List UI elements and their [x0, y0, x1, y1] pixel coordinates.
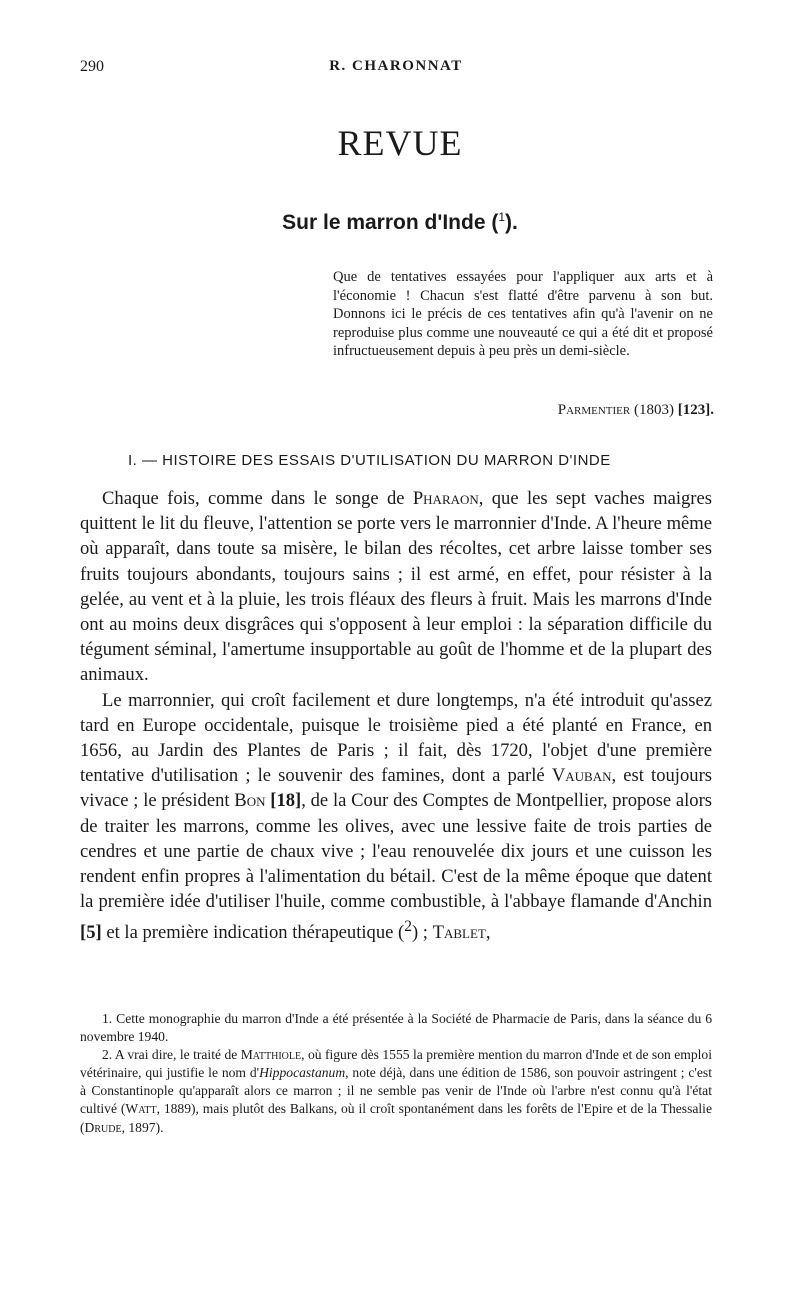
epigraph-reference: [123]. — [677, 402, 714, 418]
footnote-text-run: , 1897). — [121, 1119, 164, 1135]
body-text — [80, 486, 712, 946]
person-name: Vauban — [551, 765, 612, 787]
body-paragraph-1 — [80, 486, 712, 688]
citation-ref: [5] — [80, 922, 102, 944]
body-text-run: , que les sept vaches maigres quittent le lit du fleuve, l'attention se porte vers le marronnier d'Inde. A l'heure même où apparaît, dans toute sa misère, le bilan des récoltes, cet arbre laisse tomber ses fruits toujours abondants, toujours sains ; il est armé, en effet, pour résister à la gelée, au vent et à la pluie, les trois fléaux des fleurs à fruit. Mais les marrons d'Inde ont au moins deux disgrâces qui s'opposent à leur emploi : la séparation difficile du tégument séminal, l'amertume insupportable au goût de l'homme et de la plupart des animaux. — [80, 488, 712, 686]
person-name: Drude — [84, 1119, 122, 1135]
footnotes — [80, 1010, 712, 1137]
article-title: REVUE — [337, 123, 463, 163]
page-number: 290 — [80, 58, 104, 75]
footnote-text-run: 2. A vrai dire, le traité de — [102, 1047, 241, 1063]
epigraph-author: Parmentier — [557, 402, 631, 418]
person-name: Pharaon — [412, 488, 479, 509]
footnote-2 — [80, 1046, 712, 1136]
footnote-ref-1: 1 — [498, 210, 506, 224]
epigraph-quote: Que de tentatives essayées pour l'appliquer aux arts et à l'économie ! Chacun s'est flatté d'être parvenu à son but. Donnons ici le précis de ces tentatives afin qu'à l'avenir on ne reproduise plus comme une nouveauté ce qui a été dit et proposé infructueusement depuis à peu près un demi-siècle. — [333, 269, 713, 360]
running-head-author: R. CHARONNAT — [329, 58, 463, 74]
footnote-text-run: , note déjà, dans une édition de 1586, son pouvoir astringent ; c'est à Constantinople qu'apparaît alors ce marron ; il ne semble pas venir de l'Inde où l'arbre n'est connu qu'à l'état cultivé ( — [80, 1065, 712, 1117]
footnote-ref-2: 2 — [404, 918, 412, 936]
body-text-run: et la première indication thérapeutique ( — [101, 922, 405, 944]
body-text-run: , — [485, 922, 491, 944]
body-paragraph-2 — [80, 688, 712, 946]
epigraph-year: (1803) — [634, 402, 674, 418]
person-name: Bon — [234, 790, 266, 812]
footnote-text-run: , 1889), mais plutôt des Balkans, où il croît spontanément dans les forêts de l'Epire et de la Thessalie ( — [80, 1101, 712, 1135]
person-name: Tablet — [432, 922, 486, 944]
latin-name: Hippocastanum — [259, 1065, 346, 1081]
person-name: Watt — [125, 1101, 157, 1117]
body-text-run: Chaque fois, comme dans le songe de — [102, 488, 413, 509]
article-subtitle — [0, 210, 800, 235]
subtitle-close: ). — [505, 211, 518, 234]
body-text-run: , est toujours vivace ; le président — [80, 765, 712, 812]
citation-ref: [18] — [270, 790, 302, 812]
person-name: Matthiole — [240, 1047, 302, 1063]
body-text-run: Le marronnier, qui croît facilement et dure longtemps, n'a été introduit qu'assez tard en Europe occidentale, puisque le troisième pied a été planté en France, en 1656, au Jardin des Plantes de Paris ; il fait, dès 1720, l'objet d'une première tentative d'utilisation ; le souvenir des famines, dont a parlé — [80, 689, 712, 787]
footnote-1: 1. Cette monographie du marron d'Inde a été présentée à la Société de Pharmacie de Paris, dans la séance du 6 novembre 1940. — [80, 1011, 712, 1045]
running-head — [80, 58, 712, 80]
body-text-run: , de la Cour des Comptes de Montpellier, propose alors de traiter les marrons, comme les olives, avec une lessive faite de trois parties de cendres et une partie de chaux vive ; l'eau renouvelée dix jours et une cuisson les rendent enfin propres à l'alimentation du bétail. C'est de la même époque que datent la première idée d'utiliser l'huile, comme combustible, à l'abbaye flamande d'Anchin — [80, 790, 712, 913]
epigraph-source — [558, 402, 714, 419]
body-text-run: ) ; — [411, 922, 433, 944]
subtitle-text: Sur le marron d'Inde ( — [282, 211, 499, 234]
footnote-text-run: , où figure dès 1555 la première mention du marron d'Inde et de son emploi vétérinaire, qui justifie le nom d' — [80, 1047, 712, 1081]
section-heading: I. — HISTOIRE DES ESSAIS D'UTILISATION DU MARRON D'INDE — [128, 452, 611, 469]
